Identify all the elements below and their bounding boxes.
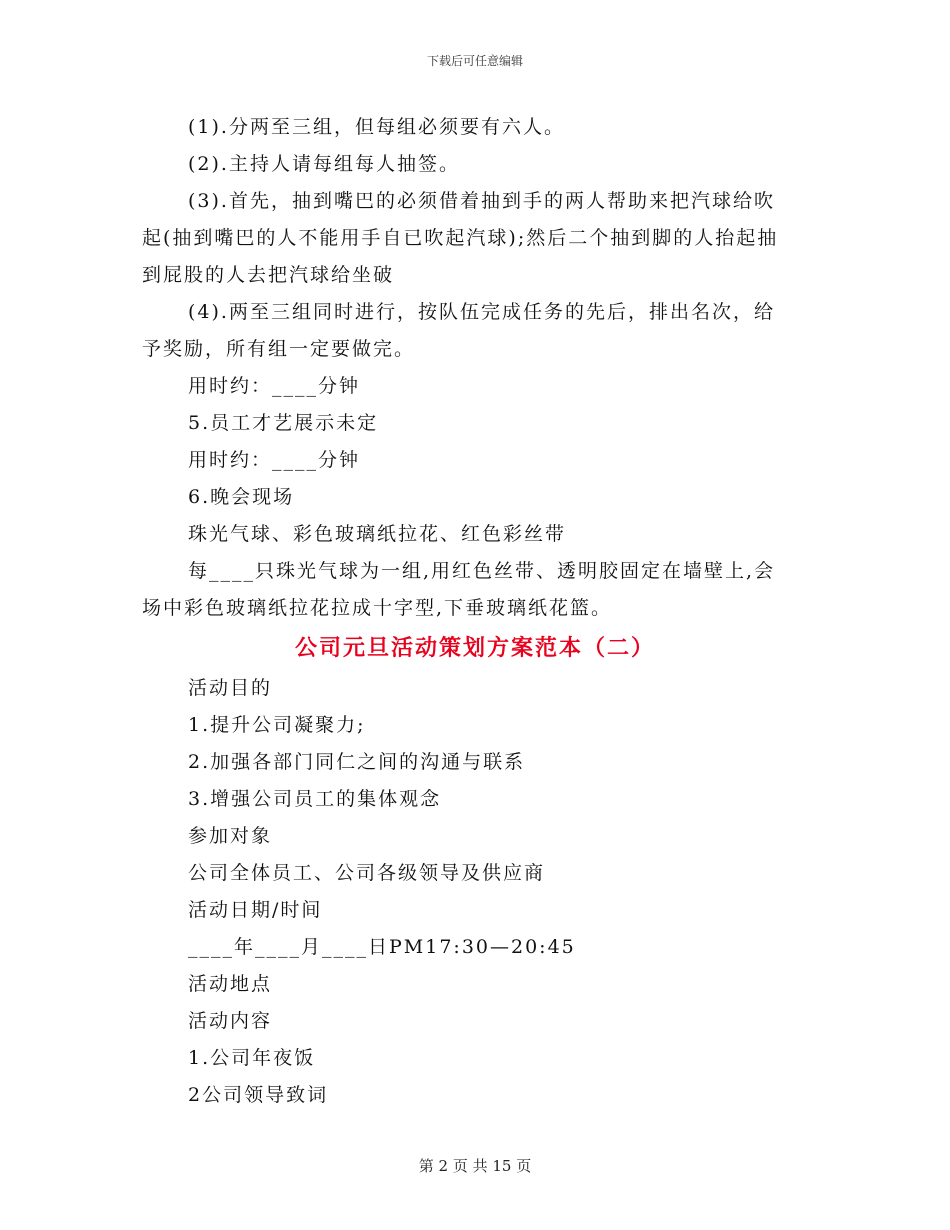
paragraph-line: 活动目的	[188, 677, 273, 699]
paragraph-line: 起(抽到嘴巴的人不能用手自已吹起汽球);然后二个抽到脚的人抬起抽	[142, 227, 779, 249]
paragraph-line: 公司全体员工、公司各级领导及供应商	[188, 862, 546, 884]
paragraph-line: (2).主持人请每组每人抽签。	[188, 153, 460, 175]
paragraph-line: (1).分两至三组，但每组必须要有六人。	[188, 116, 565, 138]
paragraph-line: 3.增强公司员工的集体观念	[188, 788, 442, 810]
paragraph-line: 2.加强各部门同仁之间的沟通与联系	[188, 751, 526, 773]
paragraph-line: ____年____月____日PM17:30—20:45	[188, 936, 576, 958]
paragraph-line: 1.提升公司凝聚力;	[188, 714, 366, 736]
paragraph-line: 1.公司年夜饭	[188, 1047, 316, 1069]
paragraph-line: 每____只珠光气球为一组,用红色丝带、透明胶固定在墙壁上,会	[188, 560, 776, 582]
paragraph-line: 用时约：____分钟	[188, 449, 361, 471]
paragraph-line: 用时约：____分钟	[188, 375, 361, 397]
paragraph-line: 活动地点	[188, 973, 273, 995]
page-header: 下载后可任意编辑	[426, 54, 523, 68]
paragraph-line: 活动日期/时间	[188, 899, 323, 921]
paragraph-line: 到屁股的人去把汽球给坐破	[142, 264, 395, 286]
paragraph-line: 活动内容	[188, 1010, 273, 1032]
paragraph-line: 场中彩色玻璃纸拉花拉成十字型,下垂玻璃纸花篮。	[142, 597, 613, 619]
paragraph-line: 予奖励，所有组一定要做完。	[142, 338, 416, 360]
paragraph-line: 5.员工才艺展示未定	[188, 412, 379, 434]
paragraph-line: (3).首先，抽到嘴巴的必须借着抽到手的两人帮助来把汽球给吹	[188, 190, 775, 212]
page-footer: 第 2 页 共 15 页	[418, 1157, 532, 1175]
paragraph-line: 6.晚会现场	[188, 486, 295, 508]
paragraph-line: 参加对象	[188, 825, 273, 847]
section-title: 公司元旦活动策划方案范本（二）	[294, 635, 655, 661]
paragraph-line: (4).两至三组同时进行，按队伍完成任务的先后，排出名次，给	[188, 301, 775, 323]
paragraph-line: 珠光气球、彩色玻璃纸拉花、红色彩丝带	[188, 523, 567, 545]
paragraph-line: 2公司领导致词	[188, 1084, 329, 1106]
